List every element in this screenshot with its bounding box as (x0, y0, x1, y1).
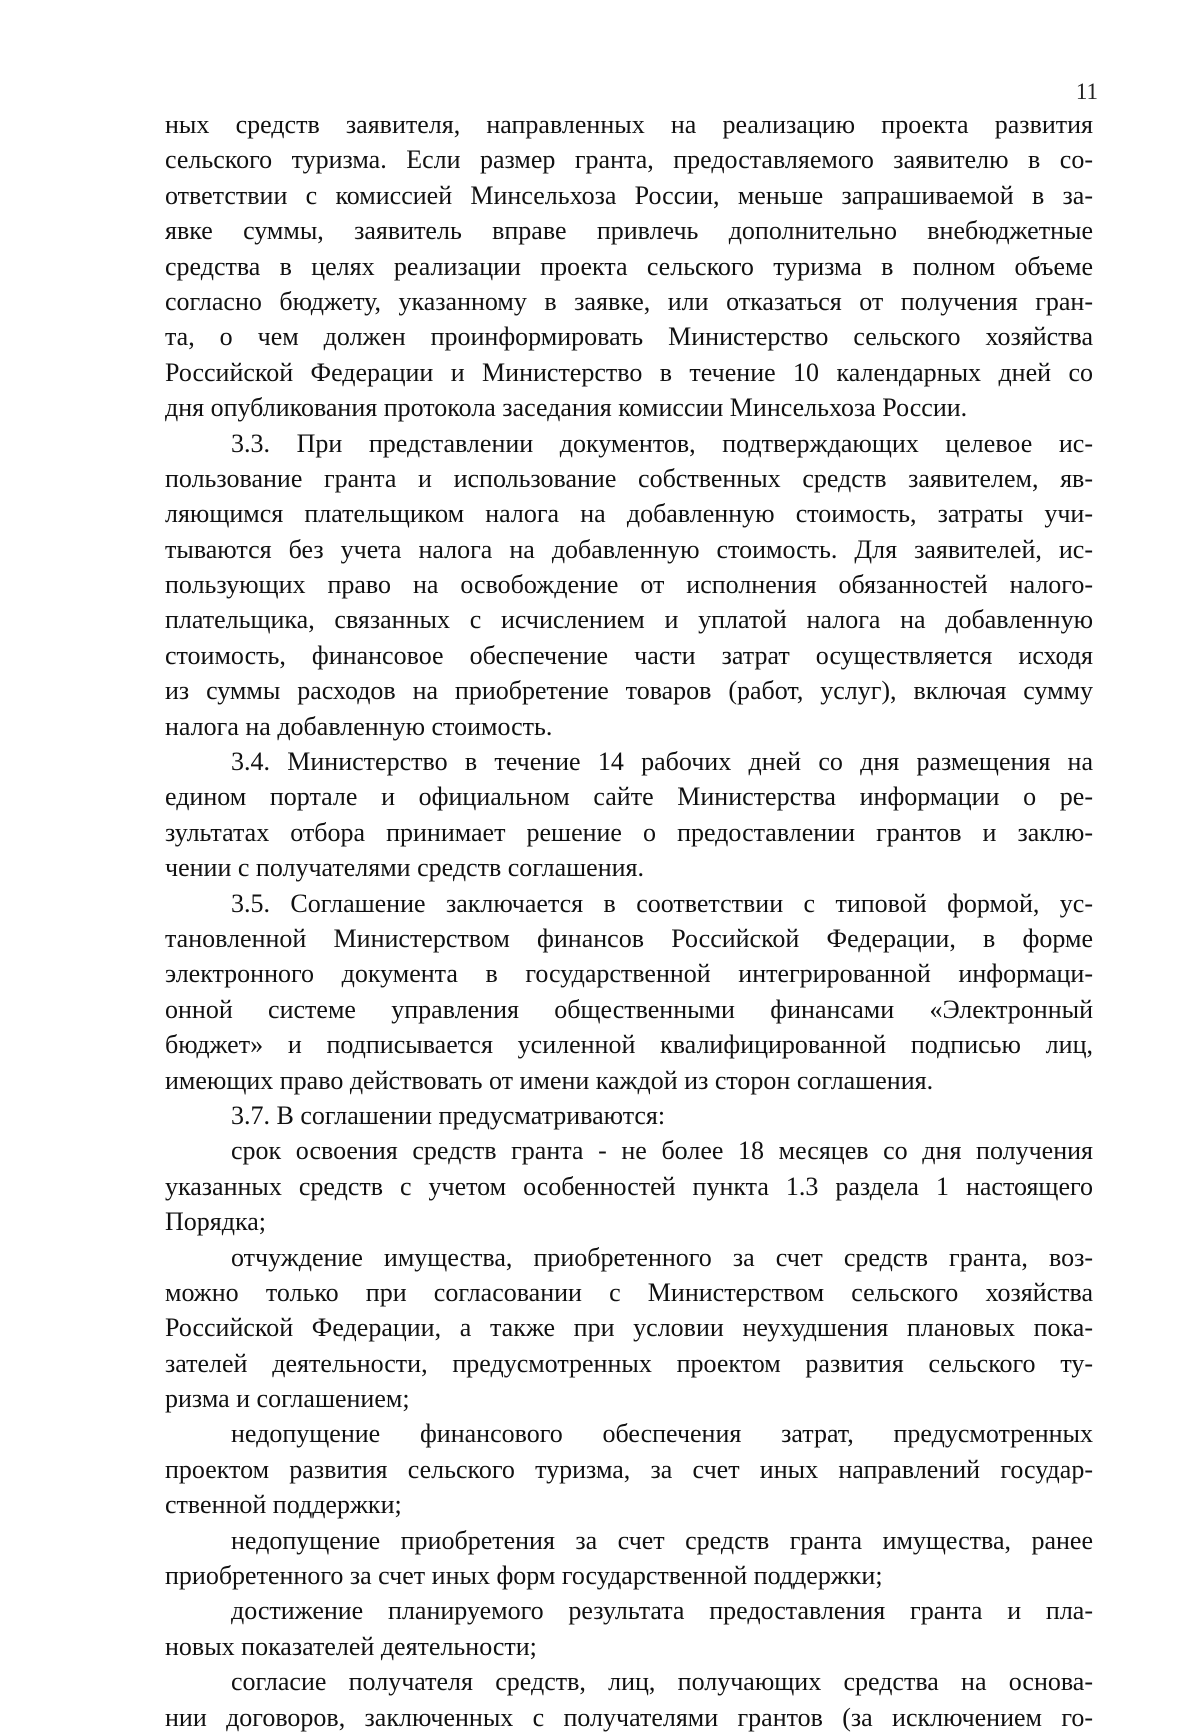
text-line: Порядка; (165, 1207, 266, 1237)
text-line: сельского туризма. Если размер гранта, предоставляемого заявителю в со- (165, 145, 1093, 175)
paragraph-clause-3-3 (165, 426, 1093, 745)
text-line: указанных средств с учетом особенностей пункта 1.3 раздела 1 настоящего (165, 1171, 1093, 1201)
text-line: 3.3. При представлении документов, подтверждающих целевое ис- (231, 428, 1093, 458)
paragraph-item-achievement (165, 1593, 1093, 1664)
paragraph-item-alienation (165, 1240, 1093, 1417)
document-body (165, 107, 1093, 1735)
text-line: 3.7. В соглашении предусматриваются: (231, 1100, 666, 1130)
text-line: согласие получателя средств, лиц, получающих средства на основа- (231, 1667, 1093, 1697)
text-line: плательщика, связанных с исчислением и уплатой налога на добавленную (165, 605, 1093, 635)
paragraph-clause-3-5 (165, 886, 1093, 1098)
text-line: проектом развития сельского туризма, за счет иных направлений государ- (165, 1454, 1093, 1484)
text-line: недопущение приобретения за счет средств гранта имущества, ранее (231, 1525, 1093, 1555)
text-line: 3.5. Соглашение заключается в соответствии с типовой формой, ус- (231, 888, 1093, 918)
paragraph-clause-3-4 (165, 744, 1093, 886)
text-line: имеющих право действовать от имени каждой из сторон соглашения. (165, 1065, 934, 1095)
text-line: дня опубликования протокола заседания комиссии Минсельхоза России. (165, 393, 968, 423)
text-line: нии договоров, заключенных с получателями грантов (за исключением го- (165, 1702, 1093, 1732)
text-line: явке суммы, заявитель вправе привлечь дополнительно внебюджетные (165, 216, 1093, 246)
text-line: недопущение финансового обеспечения затрат, предусмотренных (231, 1419, 1093, 1449)
text-line: онной системе управления общественными финансами «Электронный (165, 994, 1093, 1024)
text-line: едином портале и официальном сайте Министерства информации о ре- (165, 782, 1093, 812)
text-line: ных средств заявителя, направленных на реализацию проекта развития (165, 110, 1093, 139)
paragraph-item-no-reacquisition (165, 1523, 1093, 1594)
paragraph-continuation (165, 107, 1093, 426)
paragraph-clause-3-7 (165, 1098, 1093, 1133)
text-line: отчуждение имущества, приобретенного за счет средств гранта, воз- (231, 1242, 1093, 1272)
text-line: ственной поддержки; (165, 1490, 402, 1520)
text-line: стоимость, финансовое обеспечение части затрат осуществляется исходя (165, 640, 1093, 670)
text-line: пользующих право на освобождение от исполнения обязанностей налого- (165, 570, 1093, 600)
text-line: из суммы расходов на приобретение товаров (работ, услуг), включая сумму (165, 676, 1093, 706)
page-number: 11 (1075, 79, 1098, 104)
text-line: приобретенного за счет иных форм государственной поддержки; (165, 1561, 883, 1591)
text-line: новых показателей деятельности; (165, 1631, 537, 1661)
text-line: можно только при согласовании с Министерством сельского хозяйства (165, 1277, 1093, 1307)
text-line: Российской Федерации и Министерство в течение 10 календарных дней со (165, 357, 1093, 387)
text-line: тановленной Министерством финансов Российской Федерации, в форме (165, 923, 1093, 953)
paragraph-item-no-double-funding (165, 1416, 1093, 1522)
text-line: ризма и соглашением; (165, 1384, 410, 1414)
text-line: налога на добавленную стоимость. (165, 711, 553, 741)
text-line: та, о чем должен проинформировать Министерство сельского хозяйства (165, 322, 1093, 352)
text-line: согласно бюджету, указанному в заявке, или отказаться от получения гран- (165, 286, 1093, 316)
text-line: зультатах отбора принимает решение о предоставлении грантов и заклю- (165, 817, 1093, 847)
text-line: тываются без учета налога на добавленную стоимость. Для заявителей, ис- (165, 534, 1093, 564)
text-line: ляющимся плательщиком налога на добавленную стоимость, затраты учи- (165, 499, 1093, 529)
text-line: пользование гранта и использование собственных средств заявителем, яв- (165, 463, 1093, 493)
text-line: электронного документа в государственной интегрированной информаци- (165, 959, 1093, 989)
paragraph-item-consent (165, 1664, 1093, 1735)
text-line: зателей деятельности, предусмотренных проектом развития сельского ту- (165, 1348, 1093, 1378)
paragraph-item-term (165, 1133, 1093, 1239)
text-line: чении с получателями средств соглашения. (165, 853, 644, 883)
text-line: Российской Федерации, а также при условии неухудшения плановых пока- (165, 1313, 1093, 1343)
text-line: достижение планируемого результата предоставления гранта и пла- (231, 1596, 1093, 1626)
text-line: 3.4. Министерство в течение 14 рабочих дней со дня размещения на (231, 747, 1093, 777)
text-line: средства в целях реализации проекта сельского туризма в полном объеме (165, 251, 1093, 281)
text-line: срок освоения средств гранта - не более 18 месяцев со дня получения (231, 1136, 1093, 1166)
text-line: бюджет» и подписывается усиленной квалифицированной подписью лиц, (165, 1030, 1093, 1060)
text-line: ответствии с комиссией Минсельхоза России, меньше запрашиваемой в за- (165, 180, 1093, 210)
